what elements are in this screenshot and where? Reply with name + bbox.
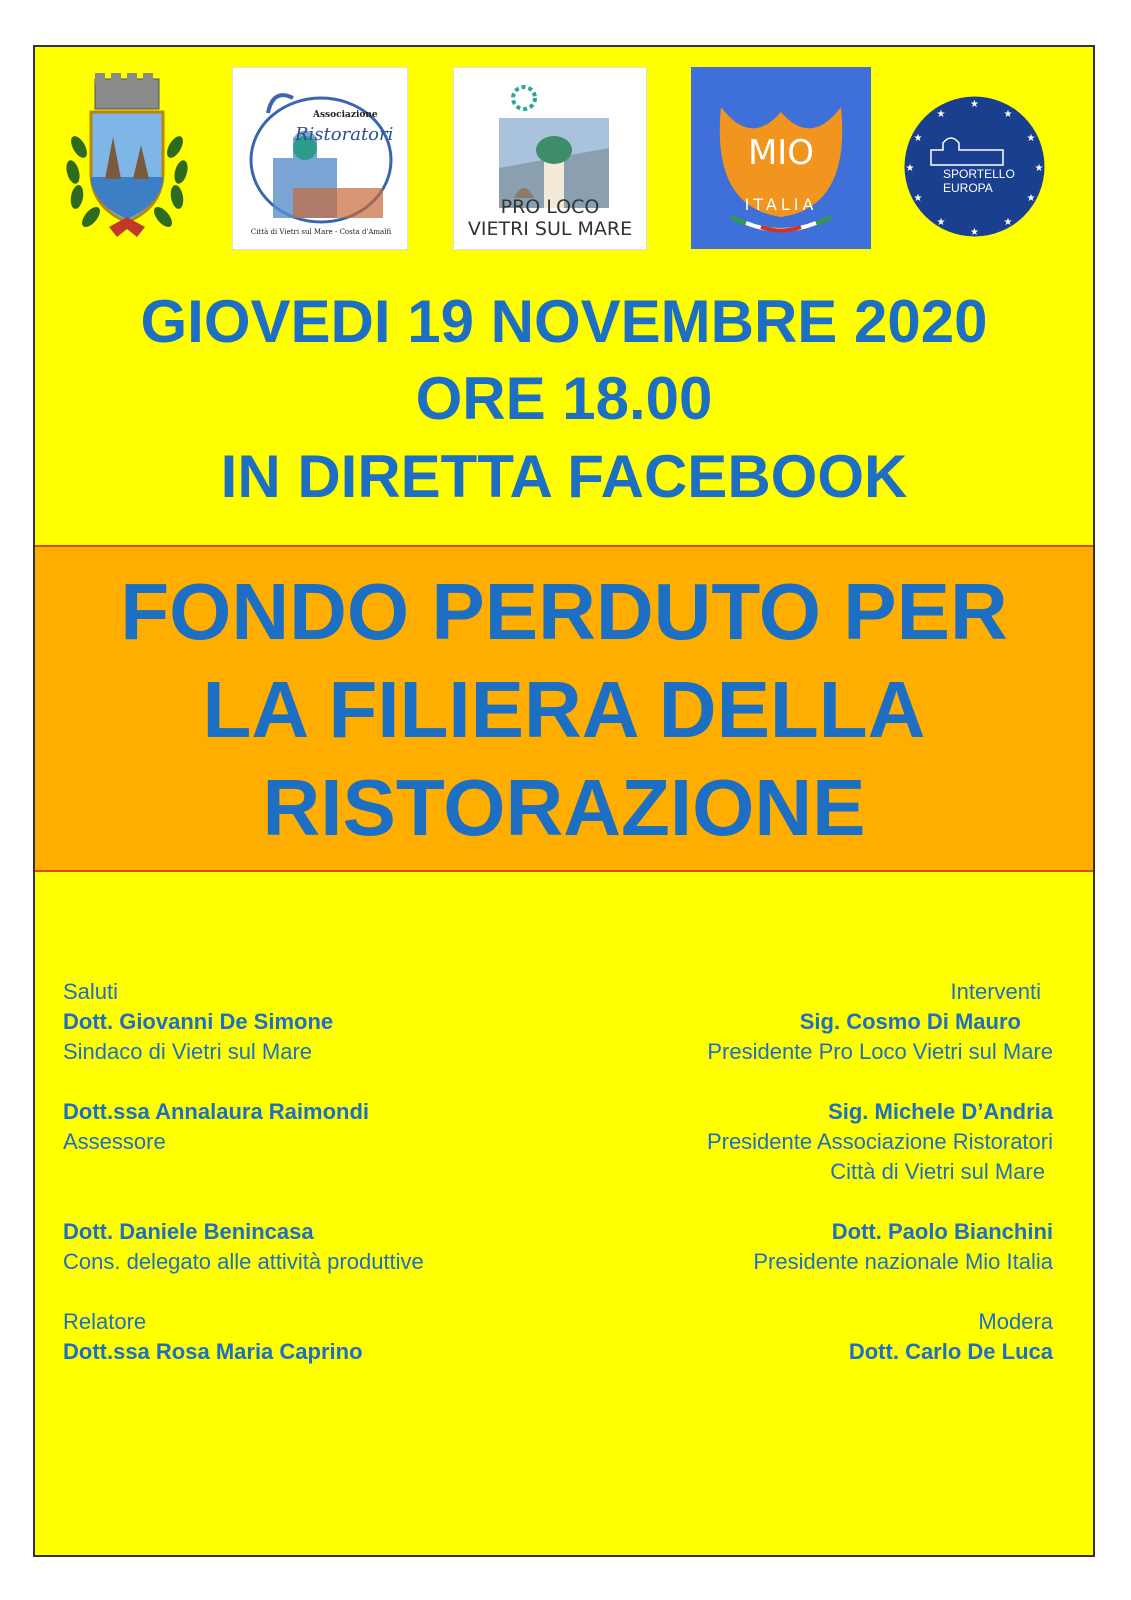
speaker-role: Presidente nazionale Mio Italia [753,1249,1053,1274]
pro-loco-label-2: VIETRI SUL MARE [467,218,633,240]
speaker-name: Sig. Michele D’Andria [828,1099,1053,1124]
relatore-label: Relatore [63,1309,147,1334]
svg-text:★: ★ [1003,217,1013,228]
svg-text:★: ★ [1003,109,1013,120]
mio-label: MIO [747,133,815,173]
svg-text:★: ★ [913,133,923,144]
assoc-label-1: Associazione [313,110,378,120]
speaker-name: Dott. Daniele Benincasa [63,1219,314,1244]
mio-italia-logo [691,67,871,249]
speakers-right [593,977,1053,1367]
svg-text:★: ★ [905,163,915,174]
italia-label: ITALIA [744,195,818,214]
svg-text:★: ★ [970,227,979,238]
assoc-label-2: Ristoratori [295,124,394,145]
event-channel: IN DIRETTA FACEBOOK [220,443,908,510]
svg-text:★: ★ [913,193,923,204]
speaker-role: Cons. delegato alle attività produttive [63,1249,424,1274]
speakers-left [63,977,523,1367]
svg-text:★: ★ [1034,163,1044,174]
speaker-name: Dott.ssa Rosa Maria Caprino [63,1339,363,1364]
speaker-name: Sig. Cosmo Di Mauro [799,1009,1021,1034]
pro-loco-label-1: PRO LOCO [500,196,600,218]
saluti-label: Saluti [63,979,119,1004]
svg-text:★: ★ [1026,133,1036,144]
main-title [35,563,1093,857]
interventi-label: Interventi [950,979,1041,1004]
sportello-label-2: EUROPA [943,181,993,195]
main-title-line-3: RISTORAZIONE [262,763,866,852]
speaker-name: Dott. Giovanni De Simone [63,1009,334,1034]
pro-loco-logo [453,67,647,250]
assoc-label-3: Città di Vietri sul Mare - Costa d'Amalfi [250,228,392,236]
speaker-role: Presidente Associazione Ristoratori [706,1129,1053,1154]
main-title-line-1: FONDO PERDUTO PER [120,567,1008,656]
title-band [35,545,1093,872]
sportello-label-1: SPORTELLO [943,167,1015,181]
sportello-europa-logo [903,95,1046,238]
svg-text:★: ★ [936,109,946,120]
event-date: GIOVEDI 19 NOVEMBRE 2020 [140,288,988,355]
speaker-role: Sindaco di Vietri sul Mare [63,1039,313,1064]
event-time: ORE 18.00 [415,365,713,432]
speaker-name: Dott. Carlo De Luca [848,1339,1053,1364]
flyer-page [33,45,1095,1557]
speaker-role: Presidente Pro Loco Vietri sul Mare [707,1039,1053,1064]
speaker-role: Assessore [63,1129,166,1154]
modera-label: Modera [978,1309,1053,1334]
speaker-name: Dott.ssa Annalaura Raimondi [63,1099,370,1124]
svg-text:★: ★ [970,99,979,110]
speaker-name: Dott. Paolo Bianchini [831,1219,1053,1244]
svg-text:★: ★ [936,217,946,228]
speaker-role: Città di Vietri sul Mare [830,1159,1045,1184]
municipal-crest-icon [57,67,197,247]
main-title-line-2: LA FILIERA DELLA [202,665,926,754]
svg-text:★: ★ [1026,193,1036,204]
ristoratori-logo [232,67,408,250]
